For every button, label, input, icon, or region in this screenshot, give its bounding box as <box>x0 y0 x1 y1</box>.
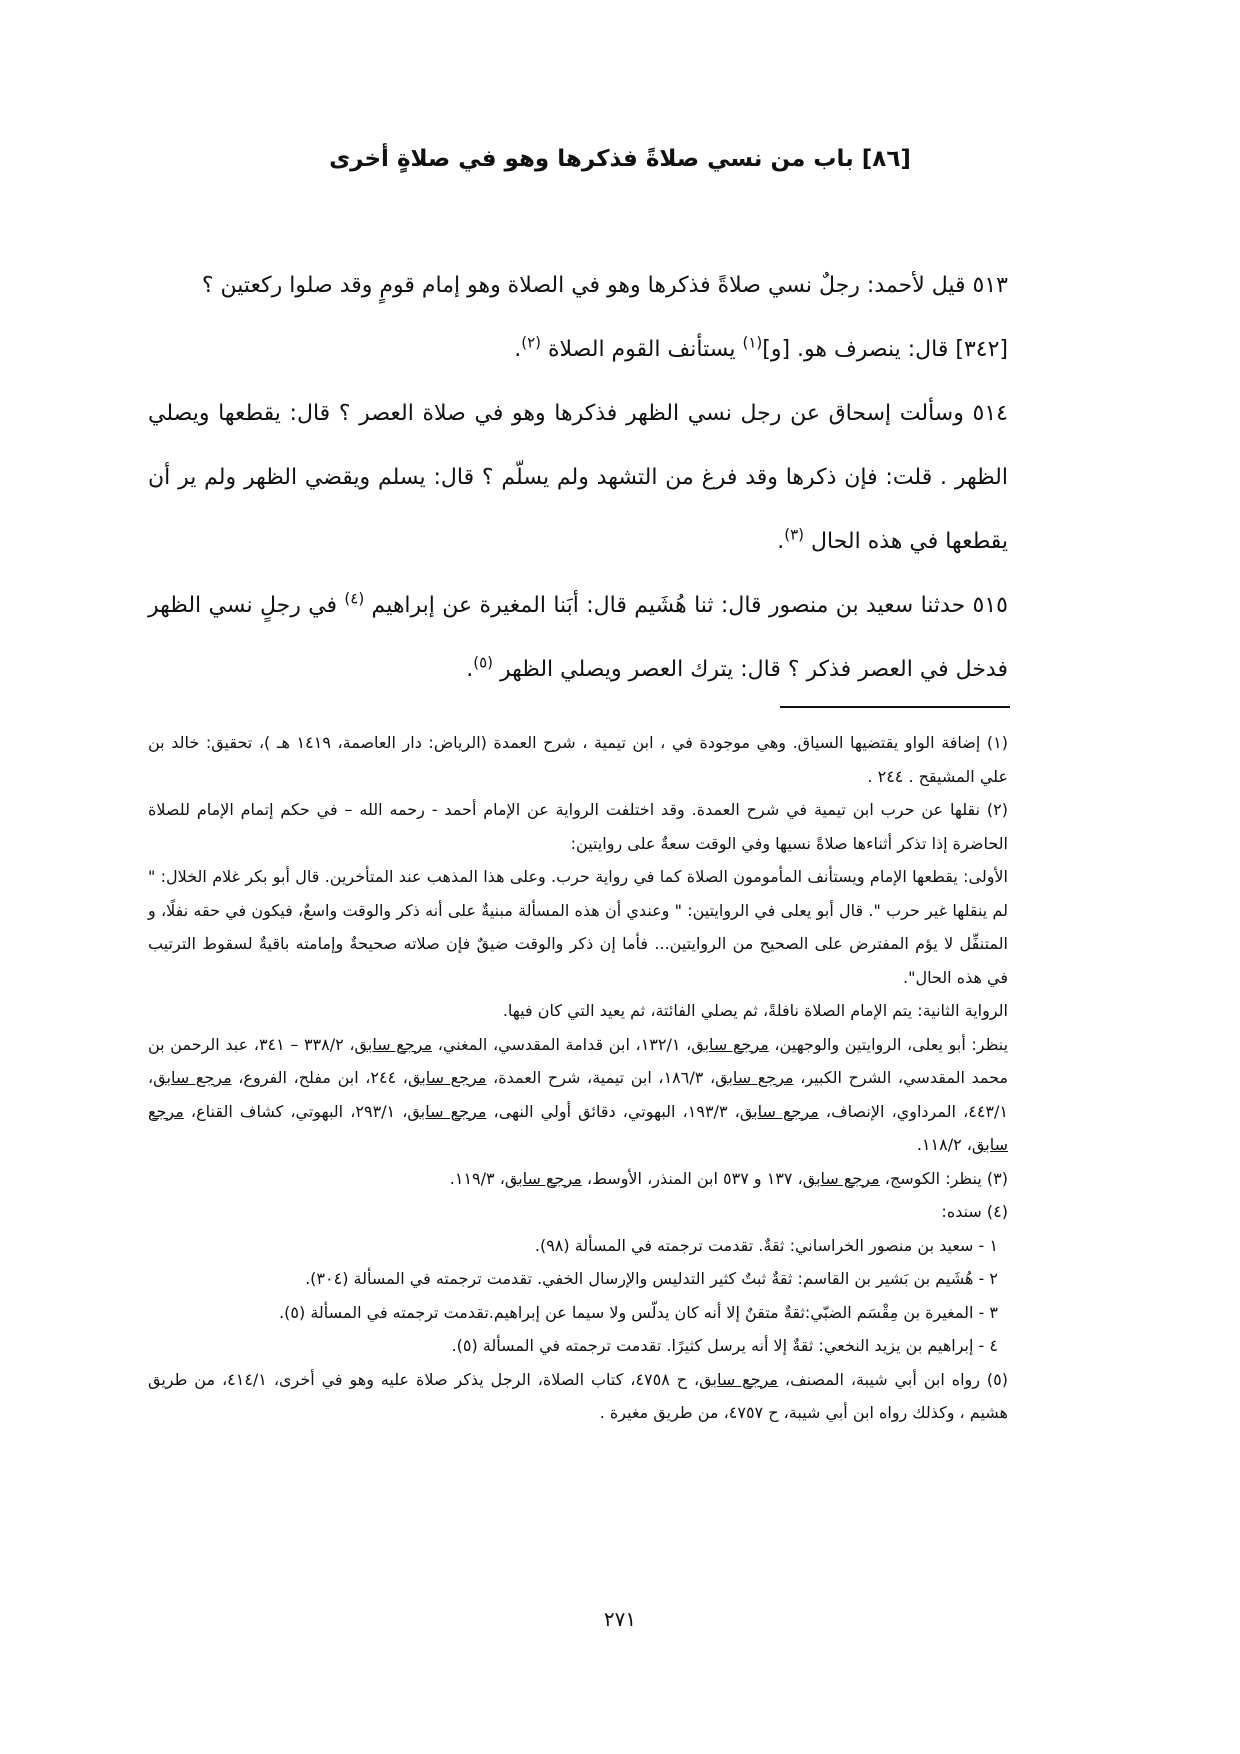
reference-text: ، ١٨٦/٣، ابن تيمية، شرح العمدة، <box>486 1068 716 1087</box>
reference-text: ، ١٩٣/٣، البهوتي، دقائق أولي النهى، <box>486 1101 740 1121</box>
footnote-ref-1[interactable]: (١) <box>742 333 763 352</box>
punctuation: . <box>777 529 785 554</box>
reference-text: ، ٢٩٣/١، البهوتي، كشاف القناع، <box>183 1101 408 1121</box>
reference-text: ، ١١٩/٣. <box>449 1168 505 1188</box>
footnote-2-intro: (٢) نقلها عن حرب ابن تيمية في شرح العمدة. وقد اختلفت الرواية عن الإمام أحمد - رحمه الله – في حكم إتمام الإمام للصلاة الحاضرة إذا تذكر أثناءها صلاةً نسيها وفي الوقت سعةٌ على روايتين: <box>148 800 1008 853</box>
reference-link[interactable]: مرجع سابق <box>153 1068 232 1087</box>
footnote-ref-2[interactable]: (٢) <box>521 333 542 352</box>
footnote-4: (٤) سنده: <box>941 1202 1008 1221</box>
reference-text: ، ٣٣٨/٢ – ٣٤١، عبد الرحمن بن محمد المقدسي، الشرح الكبير، <box>148 1034 1009 1087</box>
footnote-4-narrator-3: ٣ - المغيرة بن مِقْسَم الضبّي:ثقةٌ متقنٌ إلا أنه كان يدلّس ولا سيما عن إبراهيم.تقدمت ترجمته في المسألة (٥). <box>279 1302 998 1322</box>
chapter-title: [٨٦] باب من نسي صلاةً فذكرها وهو في صلاةٍ أخرى <box>329 146 911 172</box>
footnote-4-narrator-4: ٤ - إبراهيم بن يزيد النخعي: ثقةٌ إلا أنه يرسل كثيرًا. تقدمت ترجمته في المسألة (٥). <box>451 1336 998 1355</box>
issue-513-answer-text: [٣٤٢] قال: ينصرف هو. [و] <box>762 337 1008 362</box>
issue-513-answer <box>148 318 1008 382</box>
reference-text: ، ح ٤٧٥٨، كتاب الصلاة، الرجل يذكر صلاة عليه وهو في أخرى، ٤١٤/١، من طريق هشيم ، وكذلك رواه ابن أبي شيبة، ح ٤٧٥٧، من طريق مغيرة . <box>148 1369 1008 1422</box>
reference-link[interactable]: مرجع سابق <box>739 1101 819 1121</box>
footnote-ref-5[interactable]: (٥) <box>473 653 493 672</box>
reference-text: ، ١٣٢/١، ابن قدامة المقدسي، المغني، <box>432 1034 692 1054</box>
reference-link[interactable]: مرجع سابق <box>691 1034 769 1054</box>
footnote-4-narrator-1: ١ - سعيد بن منصور الخراساني: ثقةٌ. تقدمت ترجمته في المسألة (٩٨). <box>534 1235 998 1255</box>
reference-link[interactable]: مرجع سابق <box>802 1168 880 1188</box>
reference-text: (٥) رواه ابن أبي شيبة، المصنف، <box>777 1369 1009 1389</box>
footnote-3 <box>148 1162 1008 1196</box>
reference-link[interactable]: مرجع سابق <box>354 1034 433 1054</box>
issue-513-answer-rest: يستأنف القوم الصلاة <box>541 337 743 362</box>
footnote-5 <box>148 1363 1008 1430</box>
issue-514 <box>148 382 1008 574</box>
reference-link[interactable]: مرجع سابق <box>504 1168 582 1188</box>
issue-515-text: ٥١٥ حدثنا سعيد بن منصور قال: ثنا هُشَيم قال: أبَنا المغيرة عن إبراهيم <box>364 593 1008 618</box>
issue-514-text: ٥١٤ وسألت إسحاق عن رجل نسي الظهر فذكرها وهو في صلاة العصر ؟ قال: يقطعها ويصلي الظهر . قلت: فإن ذكرها وقد فرغ من التشهد ولم يسلّم ؟ قال: يسلم ويقضي الظهر ولم ير أن يقطعها في هذه الحال <box>148 401 1008 554</box>
footnote-ref-4[interactable]: (٤) <box>344 589 365 608</box>
punctuation: . <box>466 657 474 682</box>
reference-text: ، ١٣٧ و ٥٣٧ ابن المنذر، الأوسط، <box>581 1168 803 1188</box>
footnote-2-second-narration: الرواية الثانية: يتم الإمام الصلاة نافلةً، ثم يصلي الفائتة، ثم يعيد التي كان فيها. <box>502 1001 1008 1020</box>
issue-515-text-rest: في رجلٍ نسي الظهر فدخل في العصر فذكر ؟ قال: يترك العصر ويصلي الظهر <box>148 593 1008 682</box>
reference-link[interactable]: مرجع سابق <box>407 1068 487 1087</box>
footnote-2-first-narration: الأولى: يقطعها الإمام ويستأنف المأمومون الصلاة كما في رواية حرب. وعلى هذا المذهب عند المتأخرين. قال أبو بكر غلام الخلال: " لم ينقلها غير حرب ". قال أبو يعلى في الروايتين: " وعندي أن هذه المسألة مبنيةٌ على أنه ذكر والوقت واسعٌ، فيكون في حقه نفلًا، و المتنفِّل لا يؤم المفترض على الصحيح من الروايتين... فأما إن ذكر والوقت ضيقٌ فإن صلاته صحيحةٌ وإمامته باقيةٌ لسقوط الترتيب في هذه الحال". <box>148 867 1008 987</box>
reference-link[interactable]: مرجع سابق <box>407 1101 487 1121</box>
reference-text: ، ٢٤٤، ابن مفلح، الفروع، <box>231 1068 408 1087</box>
reference-text: ، ٤٤٣/١، المرداوي، الإنصاف، <box>148 1068 1008 1121</box>
page-number: ٢٧١ <box>603 1607 637 1631</box>
footnote-ref-3[interactable]: (٣) <box>784 525 805 544</box>
reference-link[interactable]: مرجع سابق <box>148 1101 1008 1154</box>
footnote-2-references <box>148 1028 1008 1162</box>
footnote-4-narrator-2: ٢ - هُشَيم بن بَشير بن القاسم: ثقةٌ ثبتٌ كثير التدليس والإرسال الخفي. تقدمت ترجمته في المسألة (٣٠٤). <box>305 1269 998 1288</box>
reference-link[interactable]: مرجع سابق <box>715 1068 794 1087</box>
punctuation: . <box>514 337 522 362</box>
reference-text: (٣) ينظر: الكوسج، <box>879 1168 1008 1188</box>
reference-text: ينظر: أبو يعلى، الروايتين والوجهين، <box>768 1034 1009 1054</box>
issue-513-question <box>148 254 1008 318</box>
footnote-separator <box>780 706 1010 708</box>
issue-513-text: ٥١٣ قيل لأحمد: رجلٌ نسي صلاةً فذكرها وهو في الصلاة وهو إمام قومٍ وقد صلوا ركعتين ؟ <box>201 273 1008 298</box>
footnote-1: (١) إضافة الواو يقتضيها السياق. وهي موجودة في ، ابن تيمية ، شرح العمدة (الرياض: دار العاصمة، ١٤١٩ هـ )، تحقيق: خالد بن علي المشيقح . ٢٤٤ . <box>148 733 1009 786</box>
reference-text: ، ١١٨/٢. <box>916 1135 972 1154</box>
issue-515 <box>148 574 1008 702</box>
reference-link[interactable]: مرجع سابق <box>699 1369 778 1389</box>
main-text <box>148 254 1008 702</box>
footnotes <box>148 726 1008 1430</box>
